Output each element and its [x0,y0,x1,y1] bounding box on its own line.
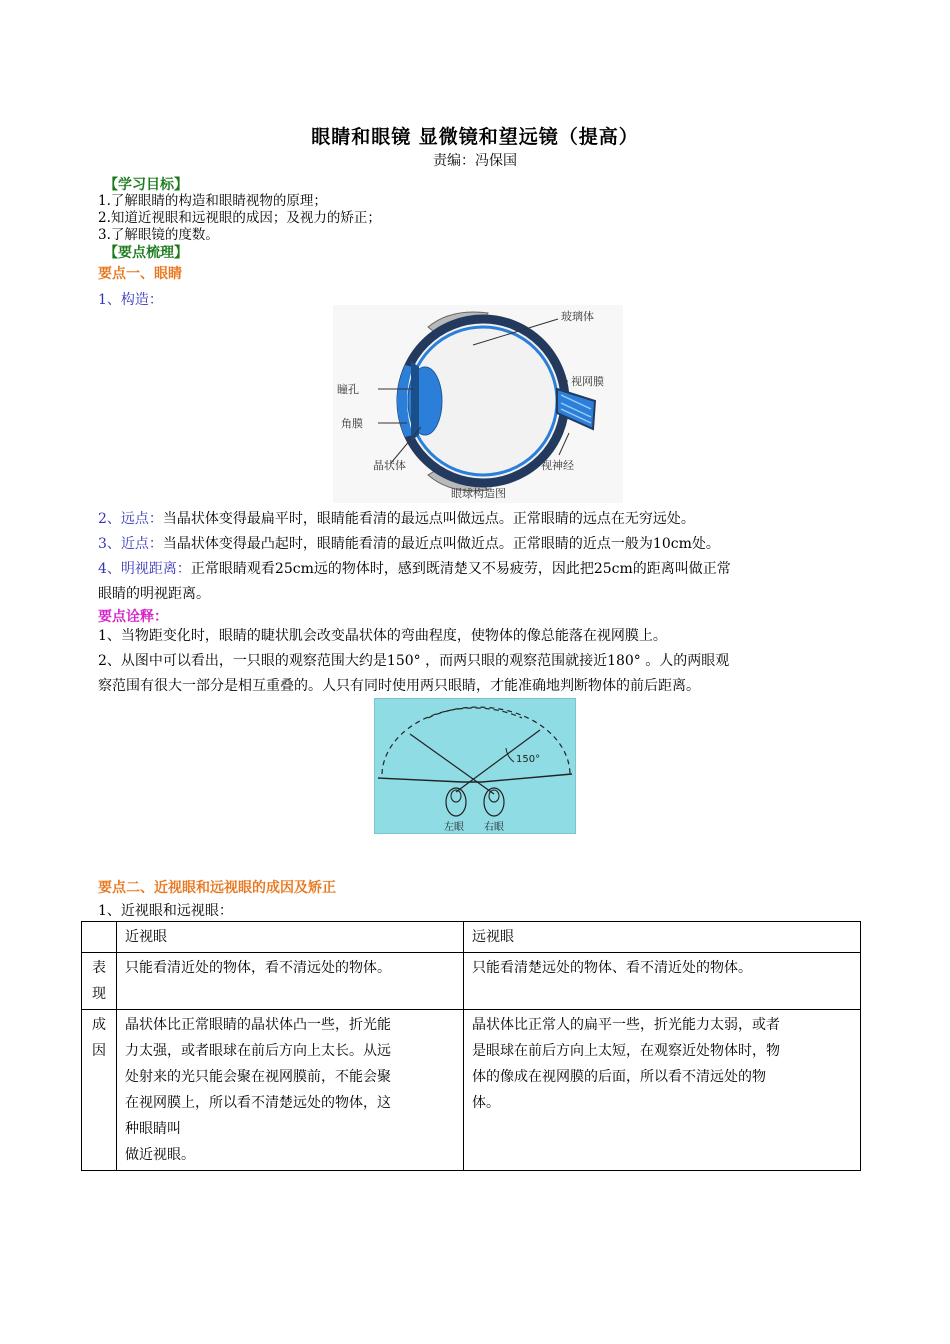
near-point-paragraph [98,532,858,557]
note-1: 1、当物距变化时，眼睛的睫状肌会改变晶状体的弯曲程度，使物体的像总能落在视网膜上。 [98,628,667,644]
near-point-label: 3、近点： [98,536,163,552]
note-2: 2、从图中可以看出，一只眼的观察范围大约是150° ，而两只眼的观察范围就接近180° 。人的两眼观 [98,653,730,669]
diagram-caption: 眼球构造图 [451,487,506,500]
goal-item: 3.了解眼镜的度数。 [98,227,219,243]
label-vitreous: 玻璃体 [561,310,594,323]
myopia-cell: 只能看清近处的物体，看不清远处的物体。 [117,953,464,1010]
distance-label: 4、明视距离： [98,561,191,577]
row-label-cell: 成 因 [82,1010,117,1171]
table-header-cell: 近视眼 [117,922,464,953]
distance-paragraph [98,557,858,582]
label-retina: 视网膜 [571,375,604,388]
structure-label: 1、构造： [98,292,163,308]
subheading: 1、近视眼和远视眼： [98,903,233,919]
hyperopia-cell: 晶状体比正常人的扁平一些，折光能力太弱，或者 是眼球在前后方向上太短，在观察近处物体时，物 体的像成在视网膜的后面，所以看不清远处的物 体。 [464,1010,861,1171]
eye-structure-diagram [333,305,623,503]
row-label-cell: 表 现 [82,953,117,1010]
section-heading: 要点一、眼睛 [98,266,182,282]
label-lens: 晶状体 [373,459,406,472]
table-row [82,1010,861,1171]
note-2-cont: 察范围有很大一部分是相互重叠的。人只有同时使用两只眼睛，才能准确地判断物体的前后距离。 [98,678,700,694]
distance-text: 正常眼睛观看25cm远的物体时，感到既清楚又不易疲劳，因此把25cm的距离叫做正常 [190,561,731,577]
editor-line: 责编：冯保国 [433,153,517,169]
goals-heading: 【学习目标】 [104,177,188,193]
myopia-cell: 晶状体比正常眼睛的晶状体凸一些，折光能 力太强，或者眼球在前后方向上太长。从远 处射来的光只能会聚在视网膜前，不能会聚 在视网膜上，所以看不清楚远处的物体，这 种眼睛叫 做近视眼。 [117,1010,464,1171]
goal-item: 2.知道近视眼和远视眼的成因；及视力的矫正； [98,210,381,226]
far-point-paragraph [98,507,858,532]
table-row [82,953,861,1010]
left-eye-label: 左眼 [444,822,464,833]
hyperopia-cell: 只能看清楚远处的物体、看不清近处的物体。 [464,953,861,1010]
angle-label: 150° [516,754,541,765]
page-title: 眼睛和眼镜 显微镜和望远镜（提高） [311,126,639,148]
far-point-text: 当晶状体变得最扁平时，眼睛能看清的最远点叫做远点。正常眼睛的远点在无穷远处。 [162,511,695,527]
distance-text-cont: 眼睛的明视距离。 [98,586,210,602]
section-heading: 要点二、近视眼和远视眼的成因及矫正 [98,880,336,896]
field-of-view-diagram [374,698,576,834]
table-corner-cell [82,922,117,953]
table-header-cell: 远视眼 [464,922,861,953]
summary-heading: 【要点梳理】 [104,245,188,261]
label-pupil: 瞳孔 [337,383,359,396]
near-point-text: 当晶状体变得最凸起时，眼睛能看清的最近点叫做近点。正常眼睛的近点一般为10cm处。 [162,536,720,552]
label-cornea: 角膜 [341,417,363,430]
goal-item: 1.了解眼睛的构造和眼睛视物的原理； [98,193,327,209]
right-eye-label: 右眼 [484,822,504,833]
comparison-table [81,921,861,1171]
notes-heading: 要点诠释： [98,609,168,625]
label-optic-nerve: 视神经 [541,459,574,472]
far-point-label: 2、远点： [98,511,163,527]
table-header-row [82,922,861,953]
